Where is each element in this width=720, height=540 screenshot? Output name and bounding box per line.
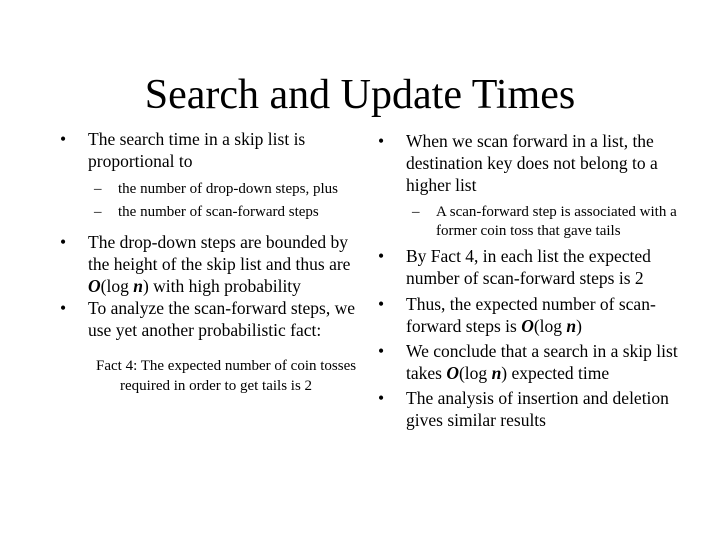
dash-icon: – (412, 204, 420, 220)
bullet-icon: • (60, 232, 67, 252)
right-bullet-5 (378, 387, 700, 431)
right-bullet-3-pre: Thus, the expected number of scan-forward steps is (406, 294, 656, 336)
left-bullet-2-text (88, 231, 360, 297)
right-bullet-3-text (406, 293, 700, 337)
big-o: O (88, 276, 101, 296)
left-bullet-1-text: The search time in a skip list is proportional to (88, 129, 306, 171)
right-bullet-2-text: By Fact 4, in each list the expected number of scan-forward steps is 2 (406, 246, 651, 288)
bullet-icon: • (378, 294, 385, 314)
right-bullet-4-mid: (log (458, 363, 492, 383)
left-bullet-2-pre: The drop-down steps are bounded by the height of the skip list and thus are (88, 232, 351, 274)
left-column (60, 128, 360, 396)
dash-icon: – (94, 181, 102, 197)
right-bullet-1 (378, 130, 700, 196)
fact-4-text: Fact 4: The expected number of coin tosses required in order to get tails is 2 (96, 358, 357, 394)
bullet-icon: • (378, 341, 385, 361)
right-bullet-3 (378, 293, 700, 337)
right-bullet-4-pre: We conclude that a search in a skip list takes (406, 341, 678, 383)
left-bullet-2-post: ) with high probability (142, 276, 301, 296)
bullet-icon: • (60, 129, 67, 149)
big-o: O (446, 363, 459, 383)
right-bullet-3-post: ) (576, 316, 582, 336)
left-sub-1-text: the number of drop-down steps, plus (118, 181, 338, 197)
right-sub-1 (378, 203, 700, 241)
right-sub-1-text: A scan-forward step is associated with a former coin toss that gave tails (436, 204, 677, 239)
right-bullet-4-post: ) expected time (501, 363, 610, 383)
variable-n: n (491, 363, 502, 383)
left-bullet-3 (60, 297, 360, 341)
left-bullet-2 (60, 231, 360, 297)
big-o: O (521, 316, 534, 336)
left-sub-1 (60, 180, 360, 199)
dash-icon: – (94, 204, 102, 220)
bullet-icon: • (60, 298, 67, 318)
variable-n: n (133, 276, 143, 296)
variable-n: n (566, 316, 577, 336)
right-column (378, 130, 700, 431)
left-bullet-2-mid: (log (100, 276, 134, 296)
right-bullet-5-text: The analysis of insertion and deletion gives similar results (406, 388, 669, 430)
right-bullet-4-text (406, 340, 700, 384)
bullet-icon: • (378, 246, 385, 266)
right-bullet-3-mid: (log (533, 316, 567, 336)
left-bullet-3-text: To analyze the scan-forward steps, we use yet another probabilistic fact: (88, 298, 355, 340)
fact-4 (60, 357, 360, 396)
slide-title: Search and Update Times (144, 72, 576, 118)
left-sub-2-text: the number of scan-forward steps (118, 204, 319, 220)
bullet-icon: • (378, 131, 385, 151)
right-bullet-1-text: When we scan forward in a list, the destination key does not belong to a higher list (406, 131, 658, 195)
left-sub-2 (60, 203, 360, 222)
left-bullet-1 (60, 128, 360, 172)
right-bullet-4 (378, 340, 700, 384)
bullet-icon: • (378, 388, 385, 408)
right-bullet-2 (378, 245, 700, 289)
